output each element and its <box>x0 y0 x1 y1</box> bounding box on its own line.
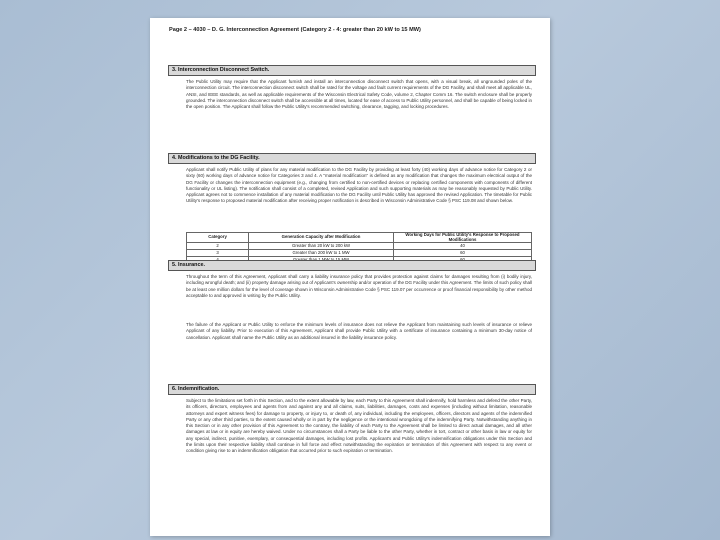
section-title: 4. Modifications to the DG Facility. <box>168 153 536 164</box>
section-paragraph: The failure of the Applicant or Public Utility to enforce the minimum levels of insurance does not relieve the Applicant from maintaining such levels of insurance or relieve Applicant of any liability. Prior to execution of this Agreement, Applicant shall provide Public Utility with a certificate of insurance containing a minimum 30-day notice of cancellation. Applicant shall name the Public Utility as an additional insured in the liability insurance policy. <box>186 322 532 340</box>
section-paragraph: Applicant shall notify Public Utility of plans for any material modification to the DG Facility by providing at least forty (40) working days of advance notice for Category 2 or sixty (60) working days of advance notice for Categories 3 and 4. A "material modification" is defined as any modification that changes the maximum electrical output of the DG Facility or changes the interconnection equipment (e.g., changing from certified to non-certified devices or replacing certified components with components of different functionality or UL listing). The notification shall consist of a completed, revised Application and such supporting materials as may be reasonably requested by Public Utility. Applicant agrees not to commence installation of any material modification to the DG Facility until Public Utility has approved the revised Application. The timetable for Public Utility's response to proposed material modification after receiving proper notification is described in Wisconsin Administrative Code § PSC 119.08 and shown below. <box>186 167 532 204</box>
table-header-capacity: Generation Capacity after Modification <box>249 233 394 243</box>
section-indemnification <box>168 384 536 533</box>
section-modifications <box>168 153 536 264</box>
table-cell: 3 <box>187 249 249 256</box>
section-title: 5. Insurance. <box>168 260 536 271</box>
table-cell: Greater than 20 kW to 200 kW <box>249 243 394 250</box>
document-page <box>150 18 550 536</box>
section-title: 3. Interconnection Disconnect Switch. <box>168 65 536 76</box>
modification-table <box>186 232 532 264</box>
table-row <box>187 243 532 250</box>
section-insurance <box>168 260 536 361</box>
table-cell: Greater than 200 kW to 1 MW <box>249 249 394 256</box>
table-cell: 2 <box>187 243 249 250</box>
section-title: 6. Indemnification. <box>168 384 536 395</box>
table-row <box>187 249 532 256</box>
table-header-working-days: Working Days for Public Utility's Response to Proposed Modifications <box>393 233 531 243</box>
page-header: Page 2 – 4030 – D. G. Interconnection Agreement (Category 2 - 4: greater than 20 kW to 15 MW) <box>169 27 421 33</box>
section-paragraph: Throughout the term of this Agreement, Applicant shall carry a liability insurance policy that provides protection against claims for damages resulting from (i) bodily injury, including wrongful death; and (ii) property damage arising out of Applicant's ownership and/or operation of the DG Facility under this Agreement. The limits of such policy shall be at least one million dollars for the level of coverage shown in Wisconsin Administrative Code § PSC 119.07 per occurrence or proof financial responsibility by other method acceptable to and approved in writing by the Public Utility. <box>186 274 532 298</box>
section-paragraph: The Public Utility may require that the Applicant furnish and install an interconnection disconnect switch that opens, with a visual break, all ungrounded poles of the interconnection circuit. The interconnection disconnect switch shall be rated for the voltage and fault current requirements of the DG Facility, and shall meet all applicable UL, ANSI, and IEEE standards, as well as applicable requirements of the Wisconsin Electrical Safety Code, volume 2, Chapter Comm 16. The switch enclosure shall be properly grounded. The interconnection disconnect switch shall be accessible at all times, located for ease of access to Public Utility personnel, and shall be capable of being locked in the open position. The Applicant shall follow the Public Utility's recommended switching, clearance, tagging, and locking procedures. <box>186 79 532 110</box>
table-header-category: Category <box>187 233 249 243</box>
section-interconnection-switch <box>168 65 536 136</box>
table-cell: 40 <box>393 243 531 250</box>
section-paragraph: Subject to the limitations set forth in this Section, and to the extent allowable by law, each Party to this Agreement shall indemnify, hold harmless and defend the other Party, its officers, directors, employees and agents from and against any and all claims, suits, liabilities, damages, costs and expenses (including without limitation, reasonable attorneys and expert witness fees) for damage to property, or injury to, or death of, any individual, including the employees, officers, directors and agents of the indemnified Party or any other third parties, to the extent caused wholly or in part by the negligence or the intentional wrongdoing of the indemnifying Party. Notwithstanding anything in this Section or in any other provision of this Agreement to the contrary, the liability of each Party to the Agreement shall be limited to direct actual damages, and all other damages at law or in equity are hereby waived. Under no circumstances shall a Party be liable to the other Party, whether in tort, contract or other basis in law or equity for any special, indirect, punitive, exemplary, or consequential damages, including lost profits. Applicant's and Public Utility's indemnification obligations under this Section and the limits upon their respective liability shall continue in full force and effect notwithstanding the expiration or termination of this Agreement with respect to any event or condition giving rise to an indemnification obligation that occurred prior to such expiration or termination. <box>186 398 532 454</box>
table-cell: 60 <box>393 249 531 256</box>
